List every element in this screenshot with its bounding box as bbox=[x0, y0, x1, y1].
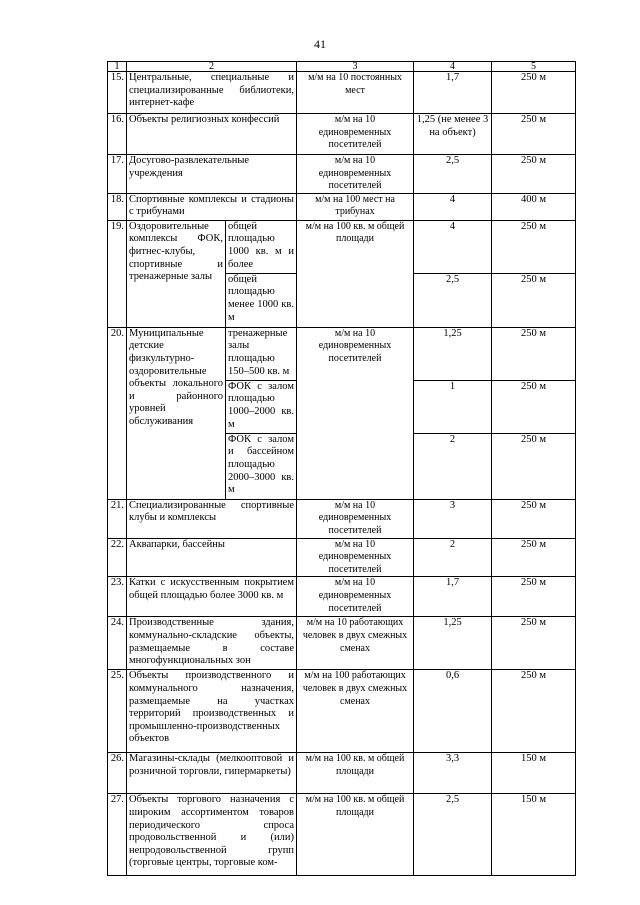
ratio-cell: 3,3 bbox=[414, 753, 492, 794]
col-header-1: 1 bbox=[108, 62, 127, 72]
object-type: Спортивные комплексы и стадионы с трибунами bbox=[127, 193, 297, 220]
ratio-cell: 1,25 bbox=[414, 327, 492, 380]
unit-cell: м/м на 100 кв. м общей площади bbox=[297, 220, 414, 327]
unit-cell: м/м на 10 единовременных посетителей bbox=[297, 538, 414, 577]
object-type: Производственные здания, коммунально-складские объекты, размещаемые в составе многофункциональных зон bbox=[127, 617, 297, 670]
row-number: 16. bbox=[108, 114, 127, 155]
distance-cell: 250 м bbox=[492, 155, 576, 194]
ratio-cell: 2 bbox=[414, 538, 492, 577]
ratio-cell: 2,5 bbox=[414, 155, 492, 194]
row-number: 22. bbox=[108, 538, 127, 577]
table-row bbox=[108, 193, 576, 220]
ratio-cell: 1,7 bbox=[414, 577, 492, 617]
unit-cell: м/м на 100 мест на трибунах bbox=[297, 193, 414, 220]
ratio-cell: 1,7 bbox=[414, 72, 492, 114]
unit-cell: м/м на 10 единовременных посетителей bbox=[297, 499, 414, 538]
object-type: Оздоровительные комплексы ФОК, фитнес-клубы, спортивные и тренажерные залы bbox=[127, 220, 226, 327]
object-type: Центральные, специальные и специализированные библиотеки, интернет-кафе bbox=[127, 72, 297, 114]
row-number: 21. bbox=[108, 499, 127, 538]
distance-cell: 250 м bbox=[492, 617, 576, 670]
table-row bbox=[108, 499, 576, 538]
row-number: 18. bbox=[108, 193, 127, 220]
table-row bbox=[108, 753, 576, 794]
unit-cell: м/м на 100 работающих человек в двух смежных сменах bbox=[297, 670, 414, 753]
distance-cell: 400 м bbox=[492, 193, 576, 220]
distance-cell: 250 м bbox=[492, 433, 576, 499]
page-number: 41 bbox=[314, 37, 326, 51]
distance-cell: 250 м bbox=[492, 499, 576, 538]
object-type: Муниципальные детские физкультурно-оздоровительные объекты локального и районного уровней обслуживания bbox=[127, 327, 226, 499]
object-type: Магазины-склады (мелкооптовой и розничной торговли, гипермаркеты) bbox=[127, 753, 297, 794]
object-type: Специализированные спортивные клубы и комплексы bbox=[127, 499, 297, 538]
ratio-cell: 1 bbox=[414, 380, 492, 433]
col-header-5: 5 bbox=[492, 62, 576, 72]
distance-cell: 150 м bbox=[492, 794, 576, 876]
distance-cell: 150 м bbox=[492, 753, 576, 794]
table-row bbox=[108, 538, 576, 577]
ratio-cell: 2,5 bbox=[414, 794, 492, 876]
ratio-cell: 2,5 bbox=[414, 273, 492, 327]
row-number: 24. bbox=[108, 617, 127, 670]
distance-cell: 250 м bbox=[492, 670, 576, 753]
ratio-cell: 4 bbox=[414, 220, 492, 273]
unit-cell: м/м на 10 единовременных посетителей bbox=[297, 114, 414, 155]
col-header-3: 3 bbox=[297, 62, 414, 72]
subtype-cell: ФОК с залом площадью 1000–2000 кв. м bbox=[226, 380, 297, 433]
ratio-cell: 1,25 bbox=[414, 617, 492, 670]
subtype-cell: ФОК с залом и бассейном площадью 2000–3000 кв. м bbox=[226, 433, 297, 499]
distance-cell: 250 м bbox=[492, 327, 576, 380]
distance-cell: 250 м bbox=[492, 114, 576, 155]
row-number: 19. bbox=[108, 220, 127, 327]
object-type: Катки с искусственным покрытием общей площадью более 3000 кв. м bbox=[127, 577, 297, 617]
object-type: Объекты производственного и коммунального назначения, размещаемые на участках территорий производственных и промышленно-производственных объектов bbox=[127, 670, 297, 753]
ratio-cell: 3 bbox=[414, 499, 492, 538]
unit-cell: м/м на 10 единовременных посетителей bbox=[297, 577, 414, 617]
row-number: 15. bbox=[108, 72, 127, 114]
ratio-cell: 4 bbox=[414, 193, 492, 220]
table-row bbox=[108, 114, 576, 155]
row-number: 27. bbox=[108, 794, 127, 876]
ratio-cell: 0,6 bbox=[414, 670, 492, 753]
header-row bbox=[108, 62, 576, 72]
distance-cell: 250 м bbox=[492, 538, 576, 577]
row-number: 17. bbox=[108, 155, 127, 194]
distance-cell: 250 м bbox=[492, 220, 576, 273]
ratio-cell: 1,25 (не менее 3 на объект) bbox=[414, 114, 492, 155]
unit-cell: м/м на 10 постоянных мест bbox=[297, 72, 414, 114]
row-number: 26. bbox=[108, 753, 127, 794]
unit-cell: м/м на 10 единовременных посетителей bbox=[297, 327, 414, 499]
object-type: Аквапарки, бассейны bbox=[127, 538, 297, 577]
table-row bbox=[108, 670, 576, 753]
col-header-2: 2 bbox=[127, 62, 297, 72]
object-type: Объекты торгового назначения с широким ассортиментом товаров периодического спроса продовольственной и (или) непродовольственной групп (торговые центры, торговые ком- bbox=[127, 794, 297, 876]
table-row bbox=[108, 577, 576, 617]
row-number: 25. bbox=[108, 670, 127, 753]
table-row bbox=[108, 220, 576, 273]
distance-cell: 250 м bbox=[492, 577, 576, 617]
distance-cell: 250 м bbox=[492, 273, 576, 327]
subtype-cell: тренажерные залы площадью 150–500 кв. м bbox=[226, 327, 297, 380]
unit-cell: м/м на 100 кв. м общей площади bbox=[297, 794, 414, 876]
row-number: 20. bbox=[108, 327, 127, 499]
distance-cell: 250 м bbox=[492, 72, 576, 114]
object-type: Объекты религиозных конфессий bbox=[127, 114, 297, 155]
subtype-cell: общей площадью менее 1000 кв. м bbox=[226, 273, 297, 327]
row-number: 23. bbox=[108, 577, 127, 617]
object-type: Досугово-развлекательные учреждения bbox=[127, 155, 297, 194]
table-row bbox=[108, 72, 576, 114]
col-header-4: 4 bbox=[414, 62, 492, 72]
unit-cell: м/м на 10 работающих человек в двух смежных сменах bbox=[297, 617, 414, 670]
parking-norms-table bbox=[107, 61, 576, 876]
ratio-cell: 2 bbox=[414, 433, 492, 499]
table-row bbox=[108, 617, 576, 670]
unit-cell: м/м на 10 единовременных посетителей bbox=[297, 155, 414, 194]
table-row bbox=[108, 155, 576, 194]
unit-cell: м/м на 100 кв. м общей площади bbox=[297, 753, 414, 794]
table-row bbox=[108, 794, 576, 876]
subtype-cell: общей площадью 1000 кв. м и более bbox=[226, 220, 297, 273]
distance-cell: 250 м bbox=[492, 380, 576, 433]
table-row bbox=[108, 327, 576, 380]
